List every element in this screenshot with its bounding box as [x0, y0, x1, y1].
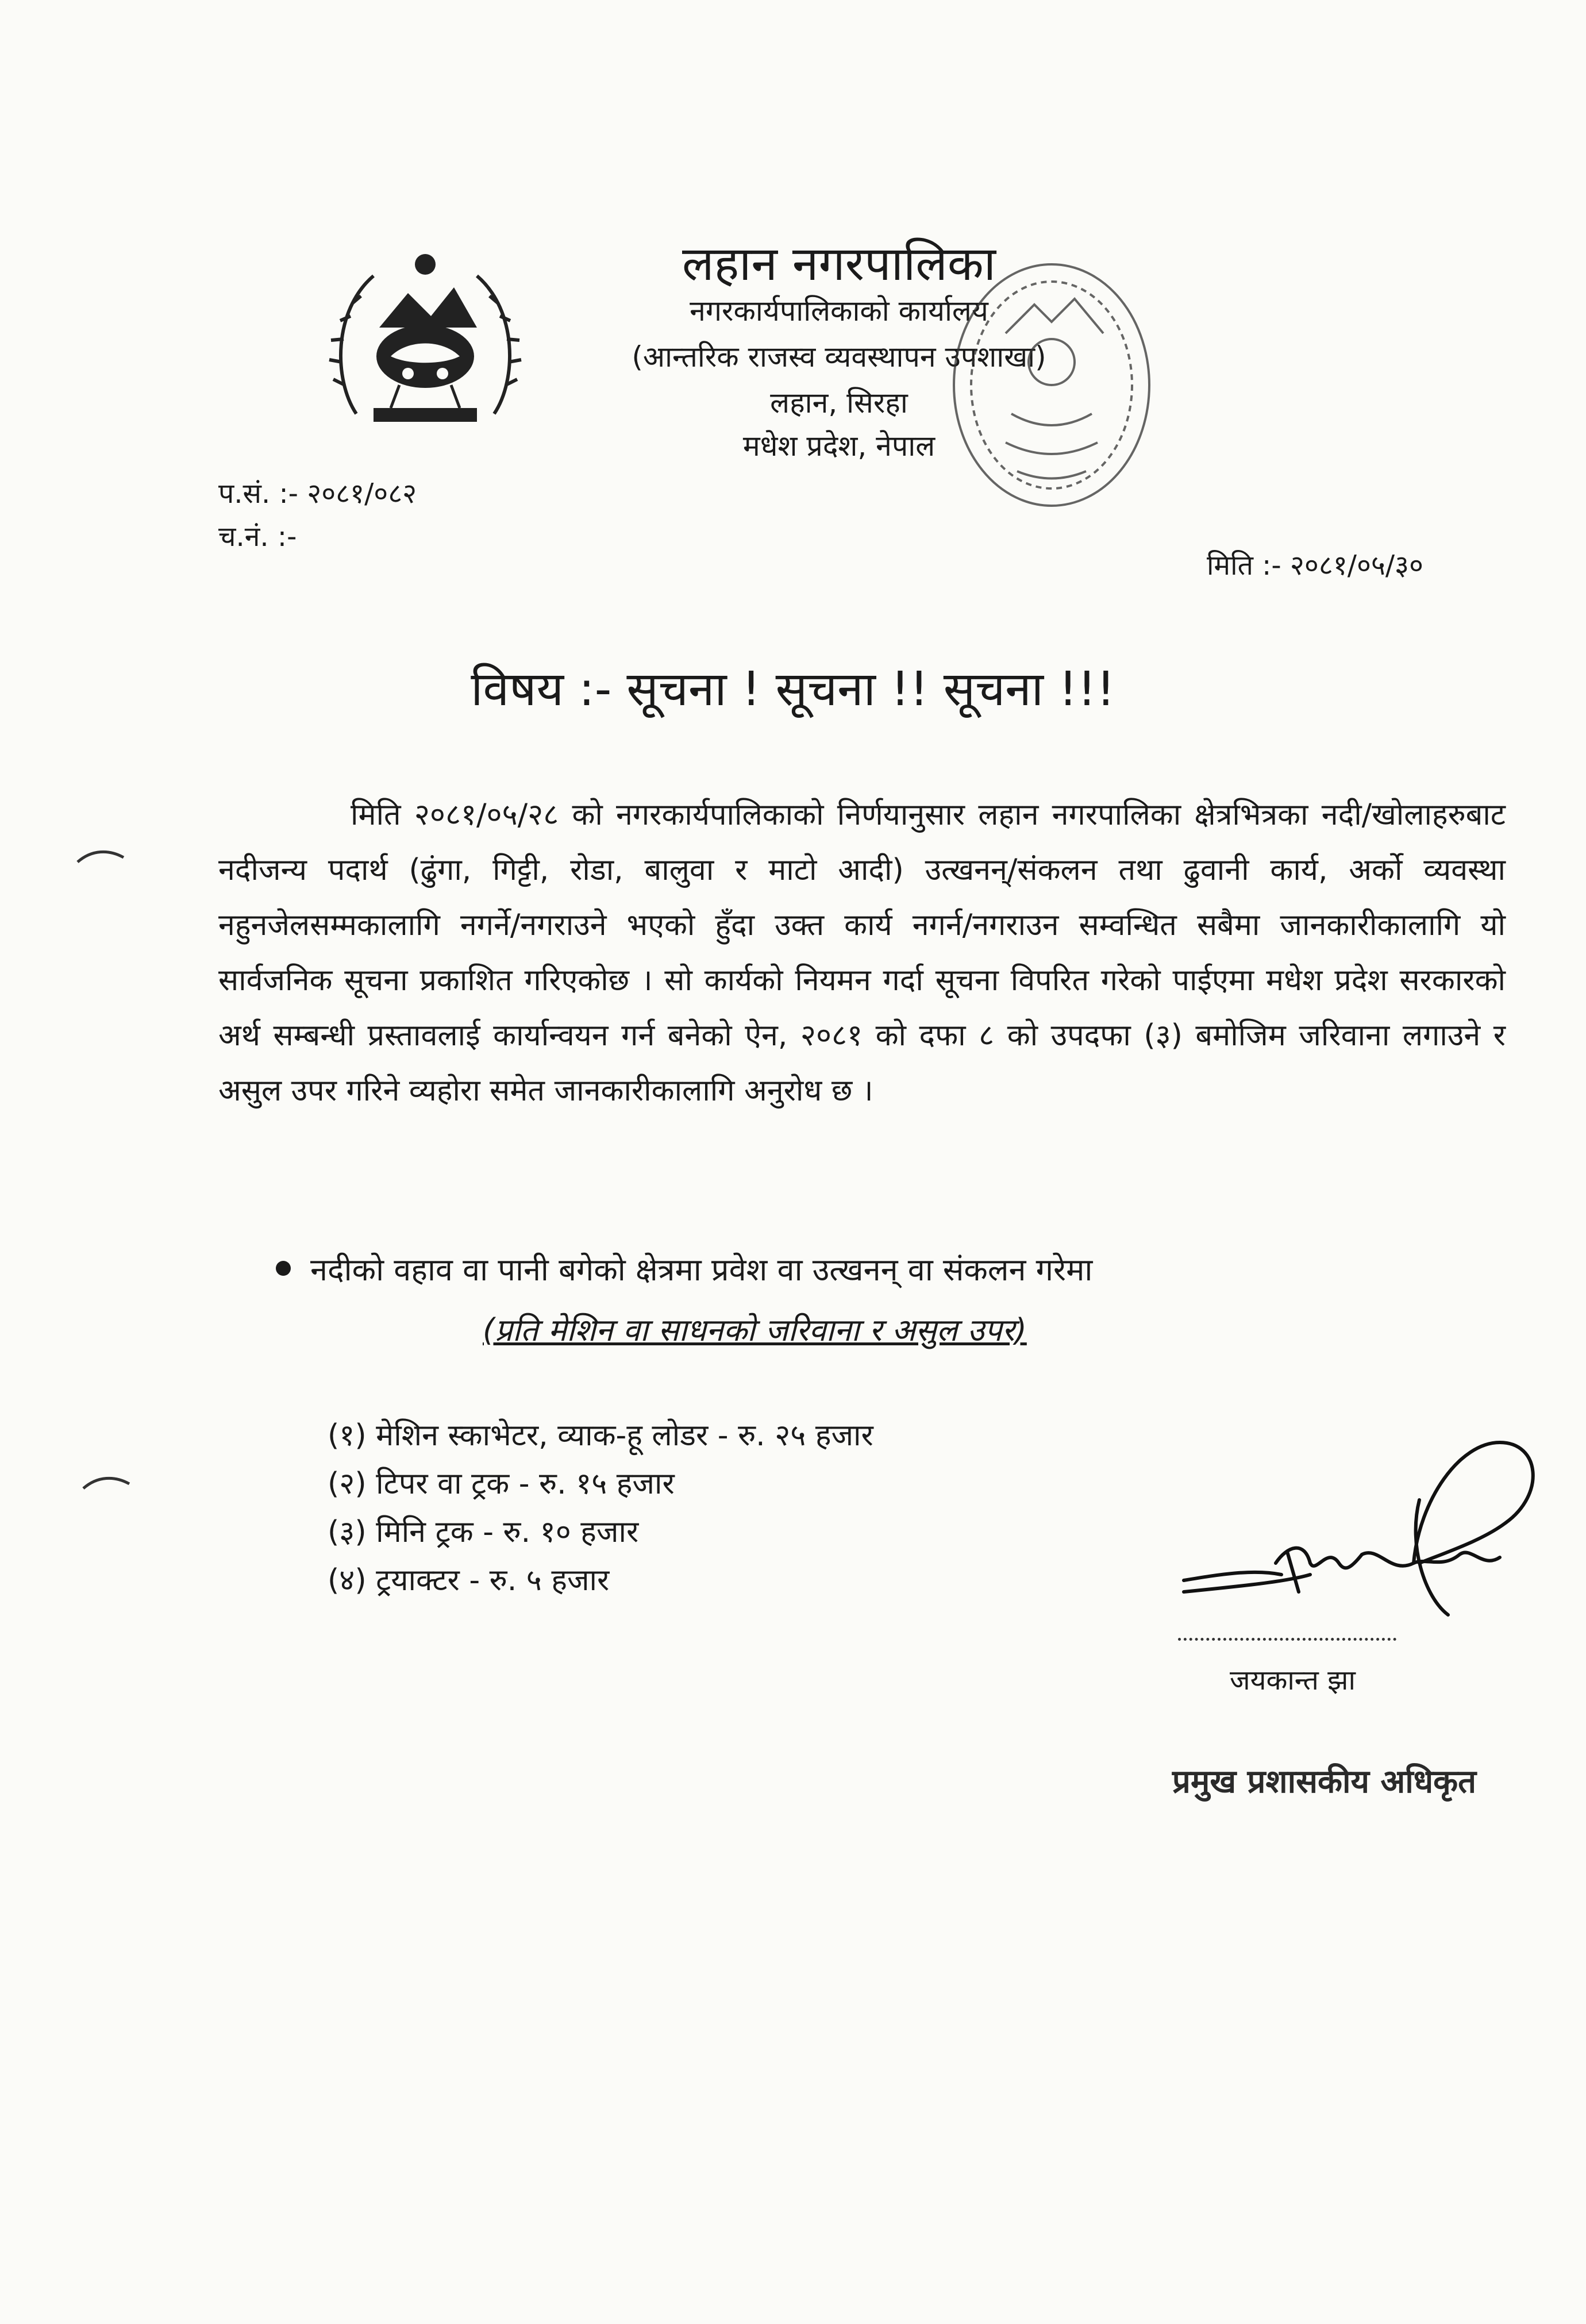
scan-mark-icon — [75, 845, 126, 868]
fine-rates-list — [328, 1414, 873, 1607]
office-title: लहान नगरपालिका — [682, 237, 996, 291]
office-province: मधेश प्रदेश, नेपाल — [742, 429, 936, 463]
subject-heading: विषय :- सूचना ! सूचना !! सूचना !!! — [471, 662, 1115, 717]
bullet-item — [276, 1247, 1092, 1290]
bullet-text: नदीको वहाव वा पानी बगेको क्षेत्रमा प्रवेश वा उत्खनन् वा संकलन गरेमा — [310, 1252, 1093, 1288]
reference-number: प.सं. :- २०८१/०८२ — [218, 478, 417, 510]
office-stamp-icon — [942, 253, 1161, 517]
signer-designation: प्रमुख प्रशासकीय अधिकृत — [1172, 1763, 1477, 1800]
list-item: (१) मेशिन स्काभेटर, व्याक-हू लोडर - रु. २५ हजार — [328, 1418, 873, 1453]
office-address: लहान, सिरहा — [770, 386, 908, 420]
chalani-number: च.नं. :- — [218, 521, 297, 553]
signature-line — [1178, 1638, 1396, 1641]
nepal-emblem-icon — [322, 241, 529, 437]
list-item: (४) ट्रयाक्टर - रु. ५ हजार — [328, 1563, 610, 1598]
signer-name: जयकान्त झा — [1230, 1664, 1356, 1696]
scan-mark-icon — [80, 1471, 132, 1494]
office-name: नगरकार्यपालिकाको कार्यालय — [690, 294, 988, 328]
list-item: (२) टिपर वा ट्रक - रु. १५ हजार — [328, 1467, 675, 1501]
signature-icon — [1172, 1431, 1575, 1626]
bullet-icon — [276, 1261, 291, 1276]
bullet-subtext: (प्रति मेशिन वा साधनको जरिवाना र असुल उपर) — [483, 1312, 1027, 1348]
notice-date: मिति :- २०८१/०५/३० — [1207, 549, 1423, 582]
office-section: (आन्तरिक राजस्व व्यवस्थापन उपशाखा) — [632, 340, 1046, 374]
list-item: (३) मिनि ट्रक - रु. १० हजार — [328, 1515, 639, 1549]
notice-body: मिति २०८१/०५/२८ को नगरकार्यपालिकाको निर्णयानुसार लहान नगरपालिका क्षेत्रभित्रका नदी/खोलाहरुबाट नदीजन्य पदार्थ (ढुंगा, गिट्टी, रोडा, बालुवा र माटो आदी) उत्खनन्/संकलन तथा ढुवानी कार्य, अर्को व्यवस्था नहुनजेलसम्मकालागि नगर्ने/नगराउने भएको हुँदा उक्त कार्य नगर्न/नगराउन सम्वन्धित सबैमा जानकारीकालागि यो सार्वजनिक सूचना प्रकाशित गरिएकोछ । सो कार्यको नियमन गर्दा सूचना विपरित गरेको पाईएमा मधेश प्रदेश सरकारको अर्थ सम्बन्धी प्रस्तावलाई कार्यान्वयन गर्न बनेको ऐन, २०८१ को दफा ८ को उपदफा (३) बमोजिम जरिवाना लगाउने र असुल उपर गरिने व्यहोरा समेत जानकारीकालागि अनुरोध छ । — [218, 798, 1506, 1108]
